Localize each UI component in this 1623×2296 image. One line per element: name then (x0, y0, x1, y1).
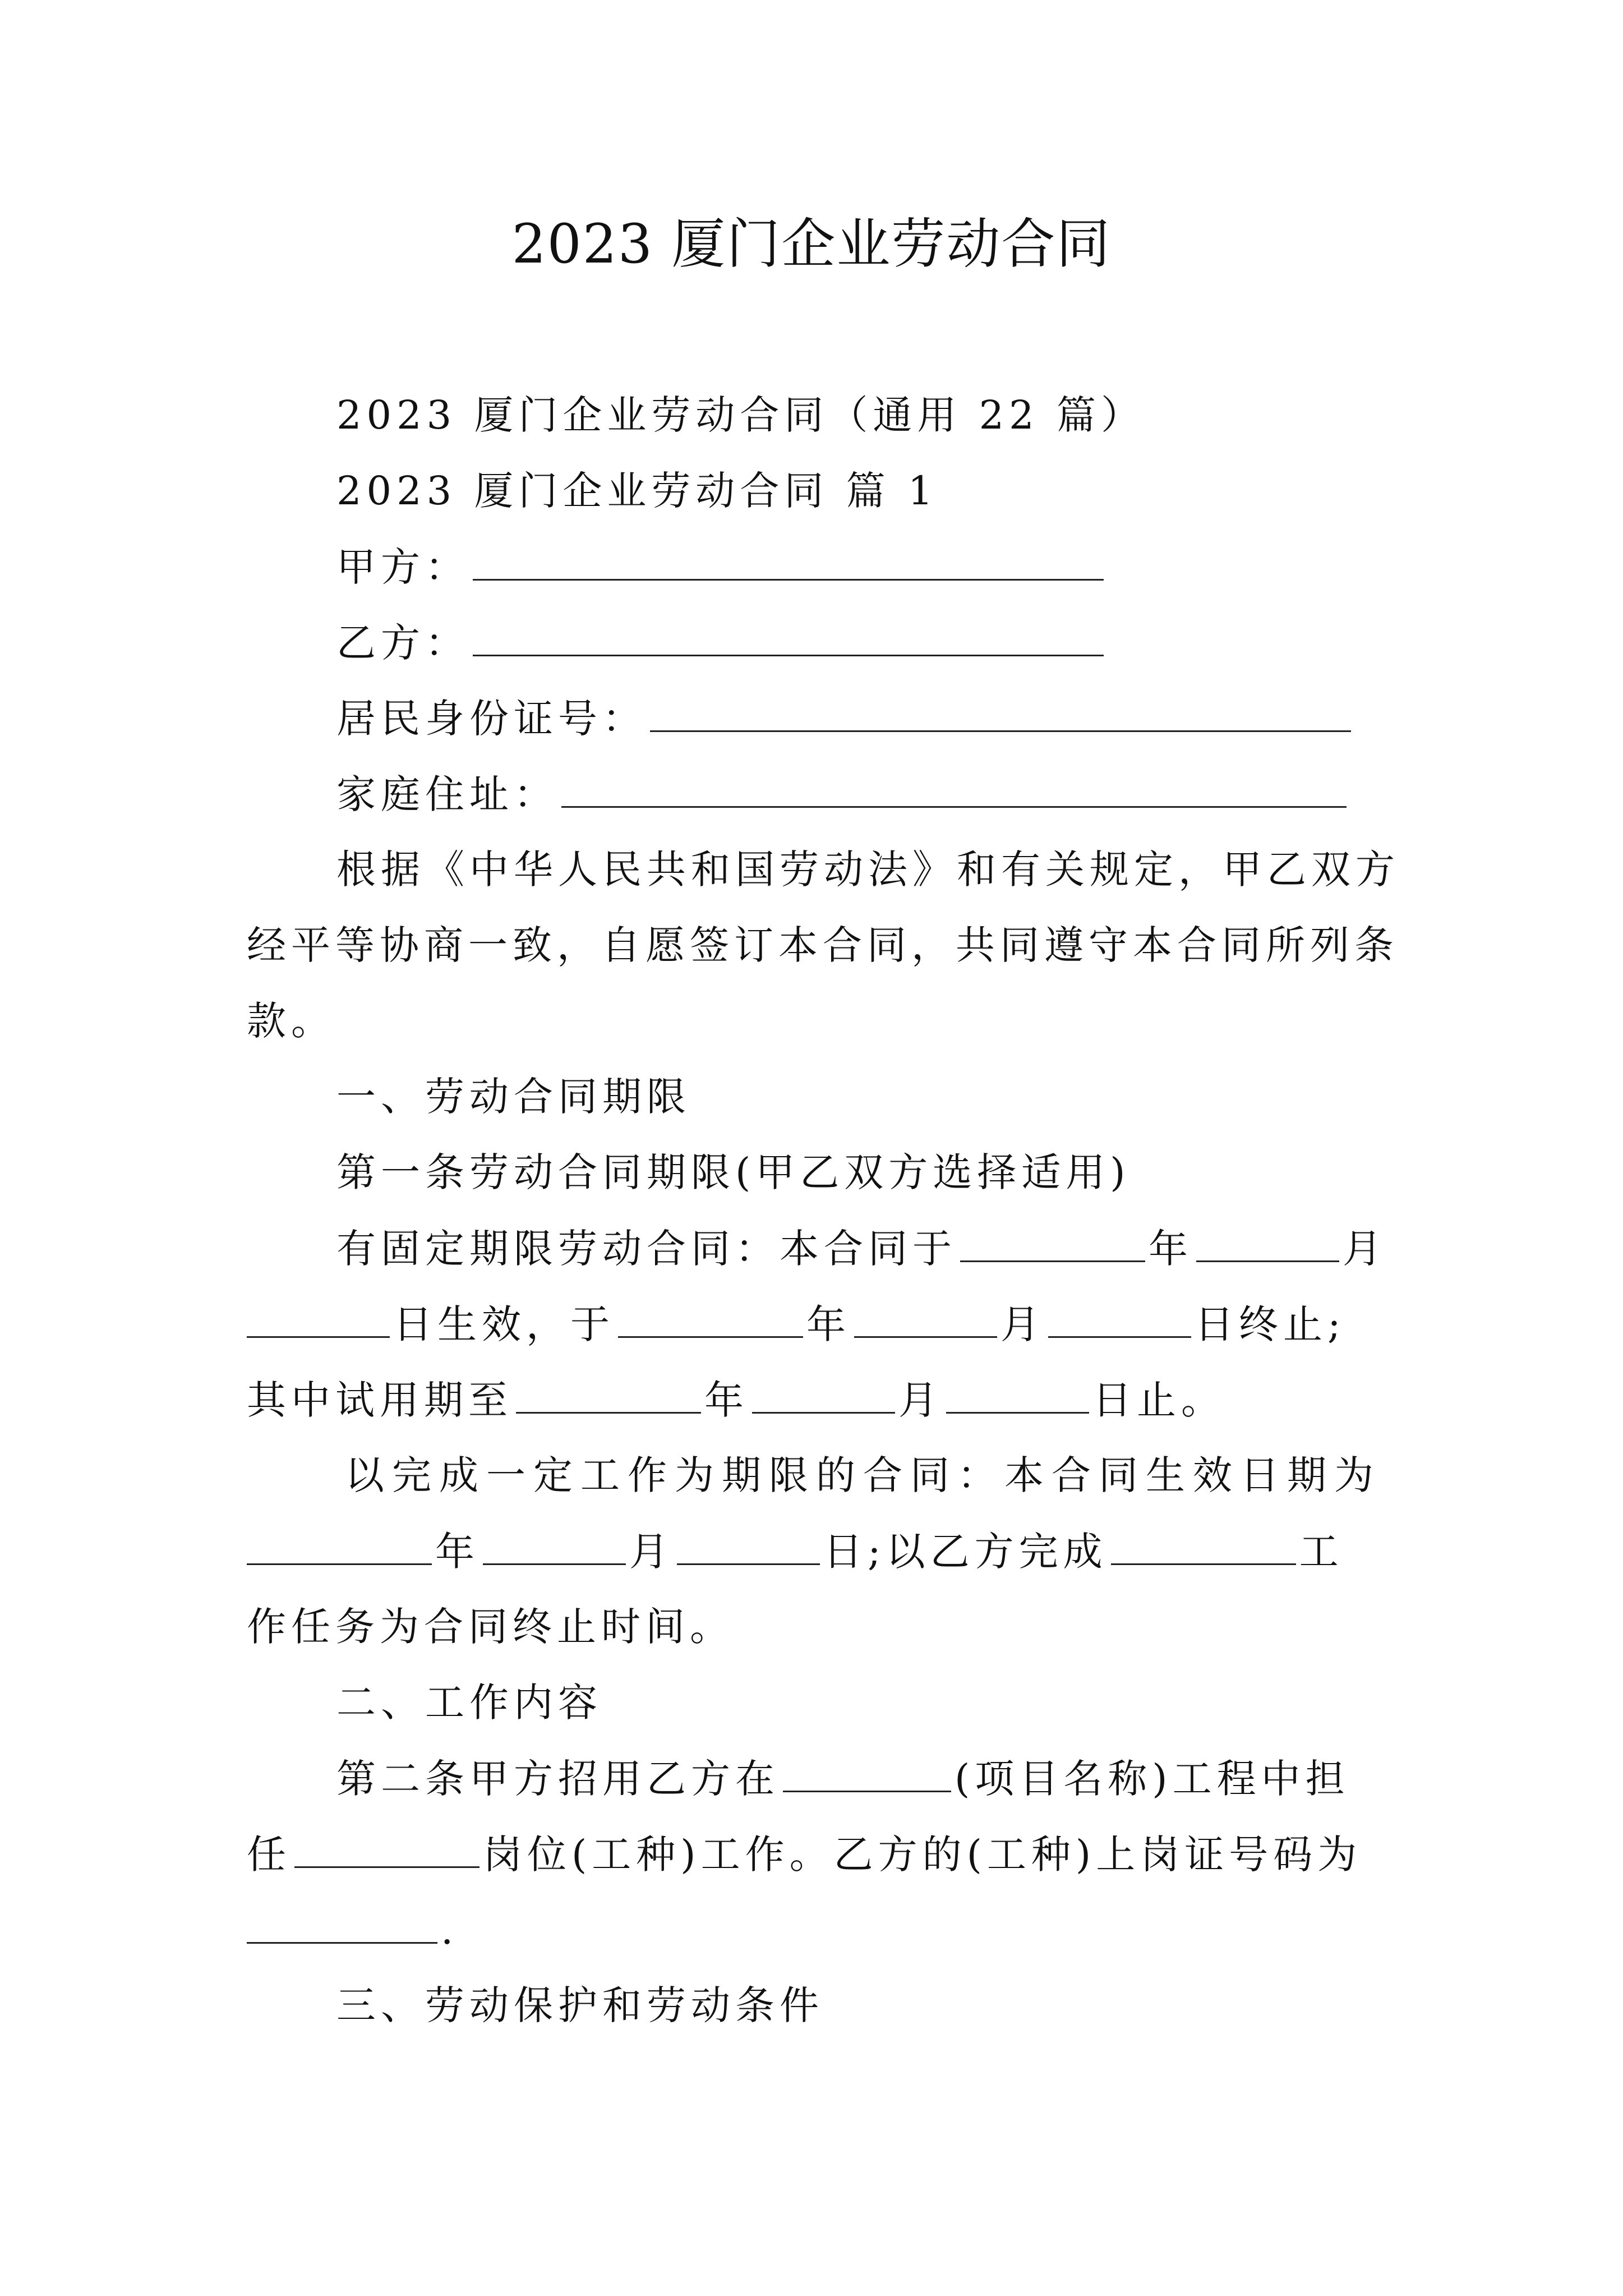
day-end-text: 日终止; (1195, 1301, 1346, 1347)
document-title: 2023 厦门企业劳动合同 (511, 213, 1112, 275)
party-b-line (336, 614, 1107, 671)
task-term-line-1: 以完成一定工作为期限的合同：本合同生效日期为 (345, 1452, 1381, 1498)
end-year-blank (618, 1296, 803, 1338)
address-line (336, 766, 1350, 822)
party-a-label: 甲方： (336, 544, 469, 590)
month-label: 月 (1000, 1301, 1045, 1347)
position-blank (294, 1826, 479, 1868)
article-2-line-2 (247, 1826, 1362, 1883)
month-label: 月 (1343, 1226, 1387, 1272)
task-month-blank (483, 1523, 626, 1565)
year-label: 年 (704, 1377, 749, 1423)
task-day-text: 日;以乙方完成 (823, 1529, 1108, 1575)
day-effective-text: 日生效，于 (393, 1301, 615, 1347)
end-month-blank (854, 1296, 997, 1338)
address-label: 家庭住址： (336, 771, 558, 817)
year-label: 年 (435, 1529, 479, 1575)
task-year-blank (247, 1523, 432, 1565)
end-day-blank (1048, 1296, 1191, 1338)
day-stop-text: 日止。 (1092, 1377, 1225, 1423)
party-b-label: 乙方： (336, 620, 469, 666)
article-2-text-4: 岗位(工种)工作。乙方的(工种)上岗证号码为 (483, 1832, 1362, 1878)
task-day-blank (677, 1523, 820, 1565)
party-a-line (336, 539, 1107, 595)
intro-line-3: 款。 (247, 998, 335, 1044)
chapter-1-heading: 一、劳动合同期限 (336, 1074, 691, 1120)
start-month-blank (1196, 1220, 1339, 1262)
start-year-blank (960, 1220, 1145, 1262)
chapter-2-heading: 二、工作内容 (336, 1680, 602, 1726)
article-2-text-1: 第二条甲方招用乙方在 (336, 1756, 780, 1802)
party-b-blank (473, 614, 1104, 656)
month-label: 月 (898, 1377, 943, 1423)
fixed-term-text: 有固定期限劳动合同：本合同于 (336, 1226, 957, 1272)
id-number-line (336, 690, 1354, 747)
article-1: 第一条劳动合同期限(甲乙双方选择适用) (336, 1149, 1131, 1195)
probation-day-blank (946, 1372, 1089, 1414)
task-work-blank (1111, 1523, 1296, 1565)
probation-text: 其中试用期至 (247, 1377, 513, 1423)
article-2-text-2: (项目名称)工程中担 (955, 1756, 1350, 1802)
id-number-label: 居民身份证号： (336, 696, 647, 742)
project-name-blank (783, 1750, 951, 1792)
probation-year-blank (516, 1372, 701, 1414)
work-char: 工 (1299, 1529, 1344, 1575)
task-term-line-3: 作任务为合同终止时间。 (247, 1604, 734, 1650)
task-term-line-2 (247, 1523, 1344, 1580)
article-2-text-3: 任 (247, 1832, 291, 1878)
intro-line-1: 根据《中华人民共和国劳动法》和有关规定，甲乙双方 (336, 846, 1400, 892)
fixed-term-line-1 (336, 1220, 1387, 1277)
fixed-term-line-3 (247, 1372, 1225, 1428)
year-label: 年 (806, 1301, 851, 1347)
party-a-blank (473, 539, 1104, 581)
year-label: 年 (1149, 1226, 1193, 1272)
id-number-blank (650, 690, 1351, 732)
intro-line-2: 经平等协商一致，自愿签订本合同，共同遵守本合同所列条 (247, 922, 1399, 968)
fixed-term-line-2 (247, 1296, 1346, 1352)
start-day-blank (247, 1296, 390, 1338)
article-2-line-3 (247, 1902, 458, 1958)
month-label: 月 (629, 1529, 674, 1575)
article-2-line-1 (336, 1750, 1350, 1807)
subtitle: 2023 厦门企业劳动合同（通用 22 篇） (336, 392, 1145, 438)
article-2-text-5: . (441, 1907, 459, 1953)
address-blank (561, 766, 1347, 808)
certificate-number-blank (247, 1902, 437, 1944)
probation-month-blank (752, 1372, 895, 1414)
chapter-3-heading: 三、劳动保护和劳动条件 (336, 1982, 824, 2028)
section-heading: 2023 厦门企业劳动合同 篇 1 (336, 468, 938, 514)
